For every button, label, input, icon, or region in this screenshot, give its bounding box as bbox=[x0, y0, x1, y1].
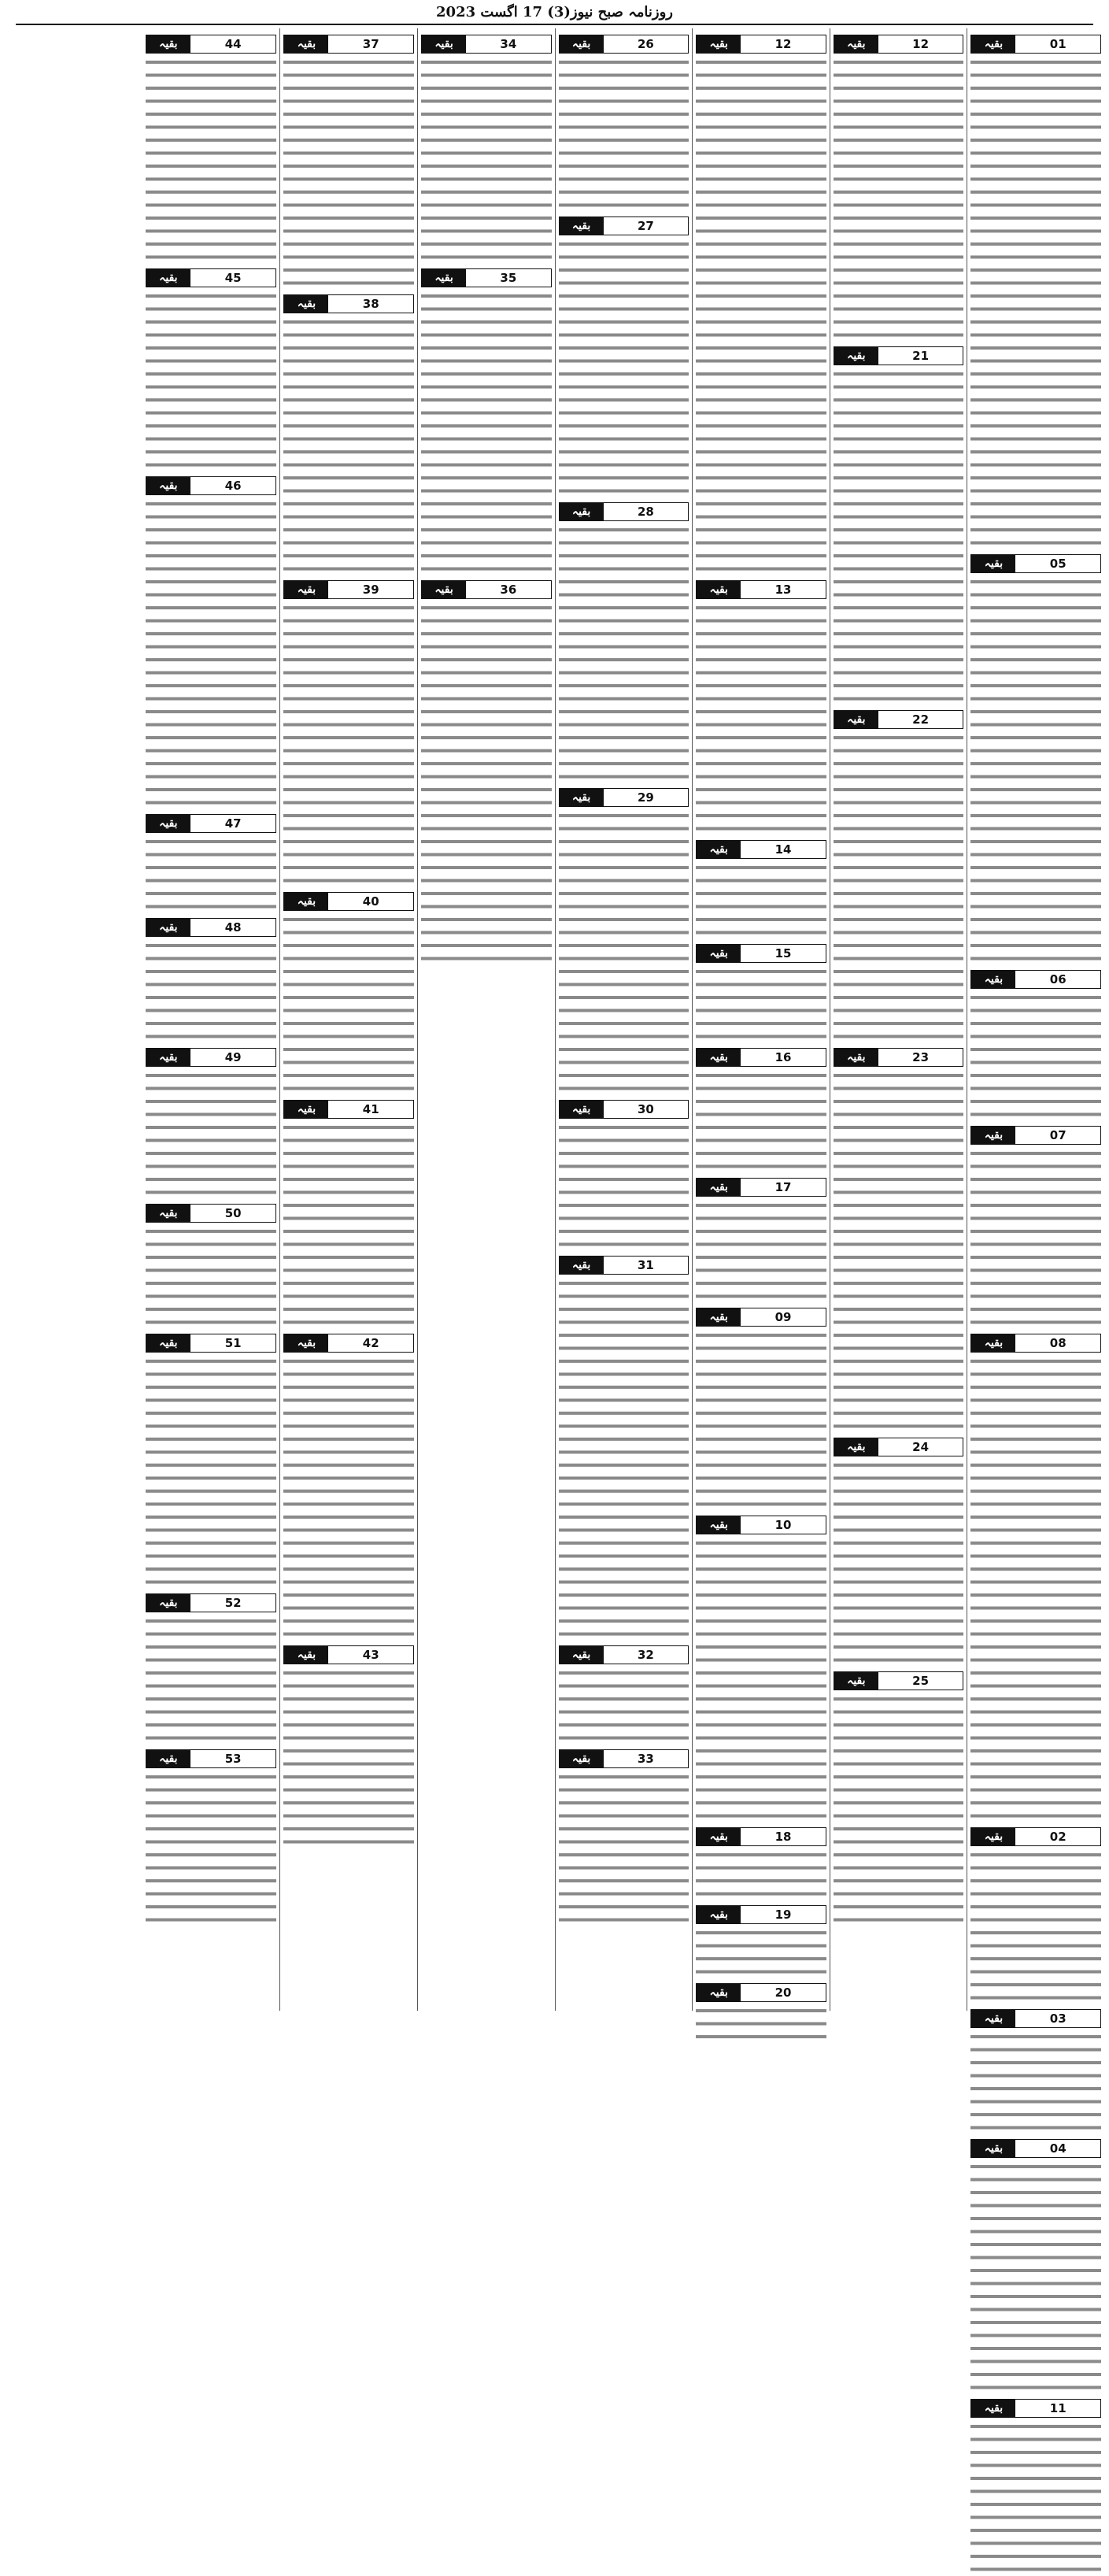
baqiya-label: بقیہ bbox=[284, 581, 328, 598]
baqiya-label: بقیہ bbox=[560, 1750, 604, 1767]
baqiya-label: بقیہ bbox=[971, 971, 1015, 988]
continuation-text-block bbox=[146, 1355, 277, 1589]
baqiya-label: بقیہ bbox=[971, 1334, 1015, 1352]
continuation-text-block bbox=[146, 1771, 277, 1926]
continuation-entry bbox=[696, 1516, 826, 1823]
baqiya-label: بقیہ bbox=[284, 1334, 328, 1352]
continuation-header bbox=[559, 1749, 689, 1768]
continuation-header bbox=[283, 892, 414, 911]
continuation-entry bbox=[696, 1048, 826, 1173]
continuation-number: 08 bbox=[1015, 1334, 1100, 1352]
baqiya-label: بقیہ bbox=[560, 217, 604, 235]
continuation-entry bbox=[146, 1749, 277, 1926]
newspaper-columns bbox=[5, 28, 1104, 2415]
continuation-number: 49 bbox=[190, 1049, 276, 1066]
continuation-entry bbox=[559, 1749, 689, 1926]
baqiya-label: بقیہ bbox=[146, 35, 190, 53]
continuation-text-block bbox=[696, 601, 826, 835]
baqiya-label: بقیہ bbox=[834, 1672, 878, 1690]
continuation-text-block bbox=[834, 368, 964, 705]
continuation-entry bbox=[283, 1334, 414, 1641]
continuation-header bbox=[970, 1827, 1101, 1846]
continuation-number: 53 bbox=[190, 1750, 276, 1767]
continuation-entry bbox=[559, 502, 689, 783]
continuation-number: 31 bbox=[604, 1257, 689, 1274]
continuation-number: 35 bbox=[466, 269, 551, 287]
baqiya-label: بقیہ bbox=[284, 893, 328, 910]
column-5 bbox=[417, 28, 555, 2011]
continuation-text-block bbox=[146, 1069, 277, 1199]
continuation-text-block bbox=[696, 56, 826, 576]
continuation-text-block bbox=[696, 1329, 826, 1511]
continuation-text-block bbox=[559, 809, 689, 1095]
continuation-number: 48 bbox=[190, 919, 276, 936]
continuation-number: 24 bbox=[878, 1438, 963, 1456]
baqiya-label: بقیہ bbox=[971, 35, 1015, 53]
continuation-header bbox=[283, 1334, 414, 1353]
baqiya-label: بقیہ bbox=[971, 2400, 1015, 2417]
baqiya-label: بقیہ bbox=[834, 1438, 878, 1456]
continuation-entry bbox=[970, 554, 1101, 965]
continuation-number: 12 bbox=[878, 35, 963, 53]
continuation-number: 27 bbox=[604, 217, 689, 235]
continuation-entry bbox=[834, 1048, 964, 1433]
continuation-number: 40 bbox=[328, 893, 413, 910]
continuation-entry bbox=[146, 268, 277, 472]
continuation-entry bbox=[146, 1334, 277, 1589]
continuation-text-block bbox=[559, 524, 689, 783]
column-2 bbox=[830, 28, 967, 2011]
continuation-entry bbox=[834, 1671, 964, 1926]
continuation-header bbox=[146, 1749, 277, 1768]
continuation-text-block bbox=[283, 1121, 414, 1329]
continuation-entry bbox=[559, 1100, 689, 1251]
continuation-text-block bbox=[283, 913, 414, 1095]
baqiya-label: بقیہ bbox=[146, 269, 190, 287]
continuation-number: 28 bbox=[604, 503, 689, 520]
continuation-header bbox=[146, 918, 277, 937]
continuation-header bbox=[146, 814, 277, 833]
continuation-entry bbox=[146, 1048, 277, 1199]
continuation-number: 01 bbox=[1015, 35, 1100, 53]
continuation-number: 14 bbox=[741, 841, 826, 858]
continuation-entry bbox=[146, 476, 277, 809]
baqiya-label: بقیہ bbox=[560, 503, 604, 520]
baqiya-label: بقیہ bbox=[146, 1594, 190, 1612]
continuation-entry bbox=[834, 1438, 964, 1667]
continuation-entry bbox=[696, 944, 826, 1043]
continuation-entry bbox=[421, 35, 552, 264]
continuation-number: 18 bbox=[741, 1828, 826, 1845]
continuation-entry bbox=[696, 1905, 826, 1978]
continuation-header bbox=[283, 1100, 414, 1119]
continuation-number: 21 bbox=[878, 347, 963, 365]
baqiya-label: بقیہ bbox=[697, 1049, 741, 1066]
continuation-text-block bbox=[146, 1225, 277, 1329]
continuation-entry bbox=[421, 268, 552, 576]
continuation-header bbox=[834, 710, 964, 729]
continuation-header bbox=[146, 476, 277, 495]
continuation-number: 39 bbox=[328, 581, 413, 598]
continuation-entry bbox=[559, 1256, 689, 1641]
continuation-text-block bbox=[970, 1147, 1101, 1329]
continuation-text-block bbox=[970, 1849, 1101, 2004]
continuation-text-block bbox=[421, 290, 552, 576]
continuation-entry bbox=[696, 1983, 826, 2044]
continuation-header bbox=[696, 1827, 826, 1846]
continuation-number: 19 bbox=[741, 1906, 826, 1923]
baqiya-label: بقیہ bbox=[422, 581, 466, 598]
continuation-header bbox=[559, 1100, 689, 1119]
continuation-header bbox=[146, 1334, 277, 1353]
page-header bbox=[0, 0, 1109, 24]
baqiya-label: بقیہ bbox=[284, 295, 328, 313]
continuation-text-block bbox=[559, 1277, 689, 1641]
continuation-number: 04 bbox=[1015, 2140, 1100, 2157]
continuation-text-block bbox=[283, 1355, 414, 1641]
continuation-number: 25 bbox=[878, 1672, 963, 1690]
continuation-header bbox=[970, 554, 1101, 573]
continuation-text-block bbox=[283, 601, 414, 887]
column-7 bbox=[142, 28, 280, 2011]
continuation-entry bbox=[146, 918, 277, 1043]
continuation-text-block bbox=[146, 290, 277, 472]
continuation-text-block bbox=[970, 1355, 1101, 1823]
baqiya-label: بقیہ bbox=[284, 1646, 328, 1664]
continuation-number: 34 bbox=[466, 35, 551, 53]
continuation-number: 11 bbox=[1015, 2400, 1100, 2417]
continuation-header bbox=[421, 580, 552, 599]
continuation-entry bbox=[146, 814, 277, 913]
continuation-header bbox=[696, 944, 826, 963]
continuation-text-block bbox=[283, 56, 414, 290]
baqiya-label: بقیہ bbox=[284, 1101, 328, 1118]
continuation-entry bbox=[696, 580, 826, 835]
continuation-number: 16 bbox=[741, 1049, 826, 1066]
continuation-header bbox=[834, 1671, 964, 1690]
continuation-text-block bbox=[146, 1615, 277, 1745]
continuation-header bbox=[559, 217, 689, 235]
continuation-header bbox=[146, 1048, 277, 1067]
continuation-header bbox=[970, 2139, 1101, 2158]
continuation-number: 07 bbox=[1015, 1127, 1100, 1144]
continuation-text-block bbox=[834, 1069, 964, 1433]
continuation-entry bbox=[970, 2139, 1101, 2394]
continuation-entry bbox=[696, 1308, 826, 1511]
continuation-number: 15 bbox=[741, 945, 826, 962]
continuation-text-block bbox=[696, 1069, 826, 1173]
continuation-number: 37 bbox=[328, 35, 413, 53]
baqiya-label: بقیہ bbox=[560, 1646, 604, 1664]
continuation-text-block bbox=[696, 1199, 826, 1303]
continuation-number: 32 bbox=[604, 1646, 689, 1664]
baqiya-label: بقیہ bbox=[560, 1257, 604, 1274]
continuation-entry bbox=[696, 840, 826, 939]
continuation-text-block bbox=[970, 576, 1101, 965]
continuation-entry bbox=[283, 294, 414, 576]
baqiya-label: بقیہ bbox=[146, 1334, 190, 1352]
continuation-header bbox=[970, 1334, 1101, 1353]
continuation-header bbox=[970, 2399, 1101, 2418]
continuation-text-block bbox=[970, 56, 1101, 550]
continuation-text-block bbox=[146, 498, 277, 809]
continuation-header bbox=[696, 1516, 826, 1534]
continuation-entry bbox=[559, 1645, 689, 1745]
continuation-number: 05 bbox=[1015, 555, 1100, 572]
continuation-text-block bbox=[146, 56, 277, 264]
continuation-entry bbox=[283, 1645, 414, 1849]
baqiya-label: بقیہ bbox=[971, 1828, 1015, 1845]
continuation-header bbox=[146, 35, 277, 54]
continuation-entry bbox=[696, 1827, 826, 1901]
continuation-text-block bbox=[970, 2420, 1101, 2576]
continuation-number: 09 bbox=[741, 1308, 826, 1326]
continuation-entry bbox=[970, 35, 1101, 550]
continuation-number: 42 bbox=[328, 1334, 413, 1352]
baqiya-label: بقیہ bbox=[834, 711, 878, 728]
continuation-number: 10 bbox=[741, 1516, 826, 1534]
continuation-entry bbox=[283, 892, 414, 1095]
baqiya-label: بقیہ bbox=[422, 269, 466, 287]
column-3 bbox=[692, 28, 830, 2011]
continuation-text-block bbox=[559, 238, 689, 498]
continuation-entry bbox=[970, 970, 1101, 1121]
continuation-entry bbox=[970, 2009, 1101, 2134]
continuation-number: 45 bbox=[190, 269, 276, 287]
continuation-header bbox=[421, 268, 552, 287]
continuation-header bbox=[696, 1905, 826, 1924]
column-1 bbox=[967, 28, 1104, 2415]
baqiya-label: بقیہ bbox=[697, 1828, 741, 1845]
continuation-text-block bbox=[559, 1121, 689, 1251]
continuation-header bbox=[146, 1593, 277, 1612]
continuation-entry bbox=[559, 217, 689, 498]
continuation-text-block bbox=[696, 861, 826, 939]
continuation-text-block bbox=[696, 1926, 826, 1978]
continuation-number: 12 bbox=[741, 35, 826, 53]
continuation-entry bbox=[559, 788, 689, 1095]
continuation-number: 43 bbox=[328, 1646, 413, 1664]
baqiya-label: بقیہ bbox=[697, 1308, 741, 1326]
continuation-header bbox=[970, 1126, 1101, 1145]
continuation-number: 03 bbox=[1015, 2010, 1100, 2027]
continuation-text-block bbox=[283, 1667, 414, 1849]
baqiya-label: بقیہ bbox=[834, 1049, 878, 1066]
continuation-header bbox=[696, 35, 826, 54]
continuation-text-block bbox=[970, 991, 1101, 1121]
continuation-entry bbox=[970, 2399, 1101, 2576]
continuation-header bbox=[834, 346, 964, 365]
baqiya-label: بقیہ bbox=[971, 1127, 1015, 1144]
continuation-header bbox=[559, 35, 689, 54]
continuation-header bbox=[696, 1048, 826, 1067]
continuation-entry bbox=[970, 1827, 1101, 2004]
continuation-number: 13 bbox=[741, 581, 826, 598]
continuation-number: 50 bbox=[190, 1205, 276, 1222]
continuation-number: 36 bbox=[466, 581, 551, 598]
baqiya-label: بقیہ bbox=[146, 477, 190, 494]
baqiya-label: بقیہ bbox=[697, 945, 741, 962]
continuation-header bbox=[421, 35, 552, 54]
baqiya-label: بقیہ bbox=[834, 347, 878, 365]
baqiya-label: بقیہ bbox=[971, 2010, 1015, 2027]
continuation-number: 44 bbox=[190, 35, 276, 53]
baqiya-label: بقیہ bbox=[560, 1101, 604, 1118]
continuation-text-block bbox=[421, 56, 552, 264]
continuation-number: 47 bbox=[190, 815, 276, 832]
baqiya-label: بقیہ bbox=[971, 555, 1015, 572]
continuation-header bbox=[559, 1256, 689, 1275]
baqiya-label: بقیہ bbox=[146, 815, 190, 832]
continuation-text-block bbox=[283, 316, 414, 576]
baqiya-label: بقیہ bbox=[697, 841, 741, 858]
continuation-text-block bbox=[696, 1849, 826, 1901]
continuation-header bbox=[146, 268, 277, 287]
column-6 bbox=[279, 28, 417, 2011]
continuation-number: 23 bbox=[878, 1049, 963, 1066]
continuation-header bbox=[283, 580, 414, 599]
baqiya-label: بقیہ bbox=[284, 35, 328, 53]
baqiya-label: بقیہ bbox=[560, 35, 604, 53]
baqiya-label: بقیہ bbox=[697, 35, 741, 53]
baqiya-label: بقیہ bbox=[697, 1984, 741, 2001]
continuation-text-block bbox=[970, 2030, 1101, 2134]
continuation-text-block bbox=[559, 56, 689, 212]
baqiya-label: بقیہ bbox=[560, 789, 604, 806]
continuation-header bbox=[834, 1048, 964, 1067]
continuation-text-block bbox=[834, 731, 964, 1043]
continuation-header bbox=[559, 1645, 689, 1664]
continuation-entry bbox=[559, 35, 689, 212]
continuation-entry bbox=[834, 35, 964, 342]
baqiya-label: بقیہ bbox=[971, 2140, 1015, 2157]
continuation-entry bbox=[696, 1178, 826, 1303]
continuation-header bbox=[283, 1645, 414, 1664]
baqiya-label: بقیہ bbox=[697, 1179, 741, 1196]
baqiya-label: بقیہ bbox=[146, 1049, 190, 1066]
continuation-header bbox=[696, 1178, 826, 1197]
continuation-header bbox=[696, 840, 826, 859]
continuation-entry bbox=[970, 1126, 1101, 1329]
continuation-text-block bbox=[421, 601, 552, 965]
continuation-header bbox=[834, 35, 964, 54]
continuation-number: 38 bbox=[328, 295, 413, 313]
newspaper-date-title: روزنامہ صبح نیوز(3) 17 اگست 2023 bbox=[436, 3, 673, 20]
continuation-number: 20 bbox=[741, 1984, 826, 2001]
continuation-entry bbox=[146, 1593, 277, 1745]
continuation-number: 30 bbox=[604, 1101, 689, 1118]
continuation-header bbox=[696, 1983, 826, 2002]
continuation-entry bbox=[421, 580, 552, 965]
continuation-entry bbox=[834, 346, 964, 705]
continuation-number: 51 bbox=[190, 1334, 276, 1352]
continuation-number: 26 bbox=[604, 35, 689, 53]
continuation-header bbox=[970, 35, 1101, 54]
continuation-number: 06 bbox=[1015, 971, 1100, 988]
continuation-text-block bbox=[146, 835, 277, 913]
baqiya-label: بقیہ bbox=[422, 35, 466, 53]
baqiya-label: بقیہ bbox=[146, 919, 190, 936]
continuation-entry bbox=[834, 710, 964, 1043]
continuation-header bbox=[970, 2009, 1101, 2028]
continuation-header bbox=[283, 35, 414, 54]
baqiya-label: بقیہ bbox=[697, 1516, 741, 1534]
continuation-text-block bbox=[696, 2004, 826, 2044]
continuation-number: 46 bbox=[190, 477, 276, 494]
continuation-header bbox=[970, 970, 1101, 989]
continuation-entry bbox=[146, 1204, 277, 1329]
continuation-number: 52 bbox=[190, 1594, 276, 1612]
continuation-entry bbox=[283, 1100, 414, 1329]
continuation-header bbox=[559, 502, 689, 521]
column-4 bbox=[555, 28, 693, 2011]
continuation-text-block bbox=[559, 1667, 689, 1745]
continuation-number: 02 bbox=[1015, 1828, 1100, 1845]
continuation-text-block bbox=[696, 1537, 826, 1823]
continuation-number: 29 bbox=[604, 789, 689, 806]
continuation-text-block bbox=[834, 1459, 964, 1667]
continuation-entry bbox=[283, 580, 414, 887]
baqiya-label: بقیہ bbox=[834, 35, 878, 53]
baqiya-label: بقیہ bbox=[146, 1750, 190, 1767]
continuation-entry bbox=[146, 35, 277, 264]
continuation-number: 41 bbox=[328, 1101, 413, 1118]
continuation-text-block bbox=[559, 1771, 689, 1926]
continuation-header bbox=[696, 580, 826, 599]
baqiya-label: بقیہ bbox=[697, 581, 741, 598]
continuation-number: 17 bbox=[741, 1179, 826, 1196]
continuation-header bbox=[283, 294, 414, 313]
baqiya-label: بقیہ bbox=[697, 1906, 741, 1923]
continuation-header bbox=[696, 1308, 826, 1327]
continuation-header bbox=[146, 1204, 277, 1223]
continuation-entry bbox=[283, 35, 414, 290]
continuation-header bbox=[834, 1438, 964, 1456]
continuation-text-block bbox=[834, 56, 964, 342]
continuation-text-block bbox=[146, 939, 277, 1043]
header-divider bbox=[16, 24, 1093, 25]
continuation-text-block bbox=[834, 1693, 964, 1926]
continuation-header bbox=[559, 788, 689, 807]
continuation-number: 33 bbox=[604, 1750, 689, 1767]
continuation-entry bbox=[970, 1334, 1101, 1823]
baqiya-label: بقیہ bbox=[146, 1205, 190, 1222]
continuation-text-block bbox=[696, 965, 826, 1043]
continuation-text-block bbox=[970, 2160, 1101, 2394]
continuation-entry bbox=[696, 35, 826, 576]
continuation-number: 22 bbox=[878, 711, 963, 728]
